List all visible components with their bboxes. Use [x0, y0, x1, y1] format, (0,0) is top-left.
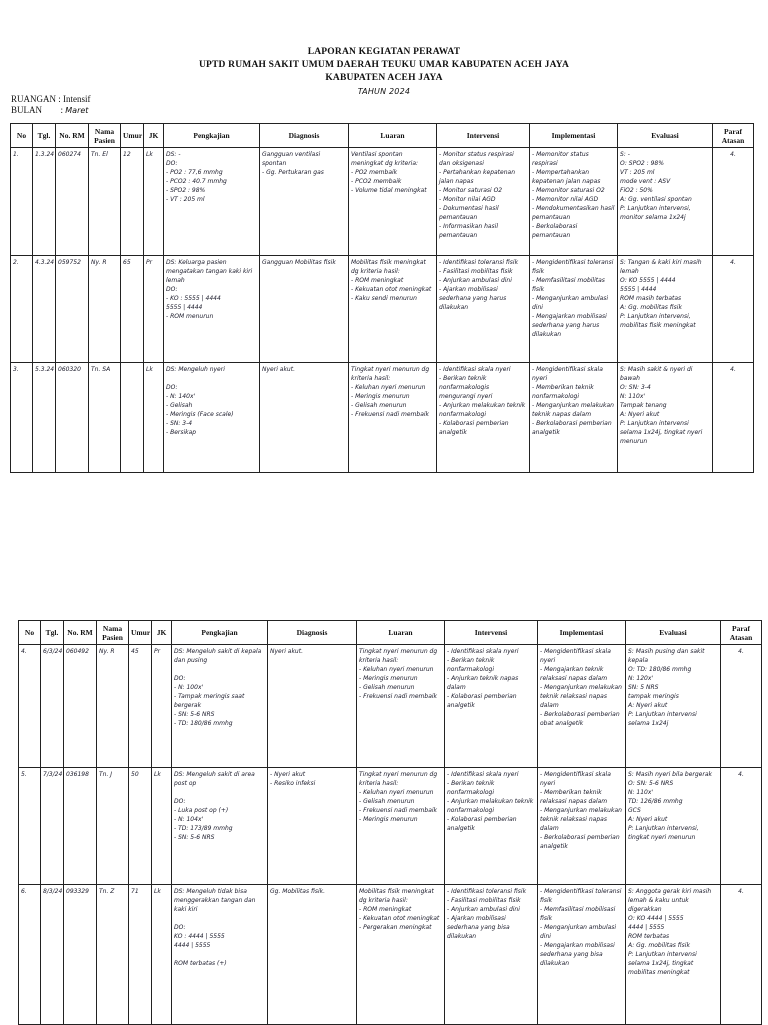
col-jk: JK — [152, 621, 172, 645]
bulan-value: Maret — [65, 106, 89, 115]
col-rm: No. RM — [64, 621, 97, 645]
cell-tgl: 4.3.24 — [33, 256, 56, 363]
cell-pengkajian: DS: Keluarga pasien mengatakan tangan kaki kiri lemah DO: - KO : 5555 | 4444 5555 | 4444 - ROM menurun — [164, 256, 260, 363]
cell-implementasi: - Memonitor status respirasi - Mempertahankan kepatenan jalan napas - Memonitor saturasi O2 - Memonitor nilai AGD - Mendokumentasikan hasil pemantauan - Berkolaborasi pemantauan — [530, 148, 618, 256]
regency-name: KABUPATEN ACEH JAYA — [325, 73, 443, 83]
cell-nama: Tn. El — [89, 148, 121, 256]
cell-luaran: Mobilitas fisik meningkat dg kriteria hasil: - ROM meningkat - Kekuatan otot meningkat - Pergerakan meningkat — [357, 885, 445, 1025]
col-tgl: Tgl. — [41, 621, 64, 645]
cell-jk: Lk — [144, 148, 164, 256]
report-year: TAHUN 2024 — [357, 87, 411, 96]
cell-evaluasi: S: Tangan & kaki kiri masih lemah O: KO 5555 | 4444 5555 | 4444 ROM masih terbatas A: Gg. mobilitas fisik P: Lanjutkan intervensi, mobilitas fisik meningkat — [618, 256, 713, 363]
bulan-separator: : — [60, 105, 64, 115]
cell-no: 5. — [19, 768, 41, 885]
cell-paraf: 4. — [721, 885, 762, 1025]
cell-no: 1. — [11, 148, 33, 256]
cell-umur: 50 — [129, 768, 152, 885]
cell-evaluasi: S: Masih pusing dan sakit kepala O: TD: 180/86 mmhg N: 120x' SN: 5 NRS tampak meringis A: Nyeri akut P: Lanjutkan intervensi selama 1x24j — [626, 645, 721, 768]
activity-table-1 — [10, 123, 754, 473]
col-implementasi: Implementasi — [538, 621, 626, 645]
cell-luaran: Mobilitas fisik meningkat dg kriteria hasil: - ROM meningkat - Kekuatan otot meningkat - Kaku sendi menurun — [349, 256, 437, 363]
table-row — [19, 645, 762, 768]
cell-implementasi: - Mengidentifikasi skala nyeri - Mengajarkan teknik relaksasi napas dalam - Menganjurkan melakukan teknik relaksasi napas dalam - Berkolaborasi pemberian obat analgetik — [538, 645, 626, 768]
cell-evaluasi: S: - O: SPO2 : 98% VT : 205 ml mode vent : ASV FiO2 : 50% A: Gg. ventilasi spontan P: Lanjutkan intervensi, monitor selama 1x24j — [618, 148, 713, 256]
cell-intervensi: - Monitor status respirasi dan oksigenasi - Pertahankan kepatenan jalan napas - Monitor saturasi O2 - Monitor nilai AGD - Dokumentasi hasil pemantauan - Informasikan hasil pemantauan — [437, 148, 530, 256]
cell-umur: 12 — [121, 148, 144, 256]
cell-paraf: 4. — [721, 645, 762, 768]
cell-nama: Tn. SA — [89, 363, 121, 473]
report-meta — [11, 94, 91, 116]
cell-luaran: Tingkat nyeri menurun dg kriteria hasil: - Keluhan nyeri menurun - Gelisah menurun - Frekuensi nadi membaik - Meringis menurun — [357, 768, 445, 885]
report-header — [0, 46, 768, 98]
cell-intervensi: - Identifikasi skala nyeri - Berikan teknik nonfarmakologi - Anjurkan melakukan teknik nonfarmakologi - Kolaborasi pemberian analgetik — [445, 768, 538, 885]
cell-diagnosis: Nyeri akut. — [268, 645, 357, 768]
bulan-label: BULAN — [11, 105, 42, 115]
cell-nama: Ny. R — [97, 645, 129, 768]
cell-pengkajian: DS: - DO: - PO2 : 77,6 mmhg - PCO2 : 40.7 mmhg - SPO2 : 98% - VT : 205 ml — [164, 148, 260, 256]
cell-diagnosis: Gangguan Mobilitas fisik — [260, 256, 349, 363]
col-diagnosis: Diagnosis — [268, 621, 357, 645]
cell-no: 4. — [19, 645, 41, 768]
cell-tgl: 5.3.24 — [33, 363, 56, 473]
cell-jk: Lk — [144, 363, 164, 473]
cell-jk: Pr — [152, 645, 172, 768]
bulan-line — [11, 105, 91, 116]
cell-tgl: 1.3.24 — [33, 148, 56, 256]
cell-paraf: 4. — [713, 256, 754, 363]
cell-jk: Pr — [144, 256, 164, 363]
cell-umur — [121, 363, 144, 473]
table-header-row — [19, 621, 762, 645]
table-header-row — [11, 124, 754, 148]
cell-no: 6. — [19, 885, 41, 1025]
cell-paraf: 4. — [713, 363, 754, 473]
cell-luaran: Tingkat nyeri menurun dg kriteria hasil: - Keluhan nyeri menurun - Meringis menurun - Gelisah menurun - Frekuensi nadi membaik — [349, 363, 437, 473]
cell-tgl: 7/3/24 — [41, 768, 64, 885]
table-row — [11, 363, 754, 473]
cell-no: 3. — [11, 363, 33, 473]
cell-rm: 036198 — [64, 768, 97, 885]
cell-rm: 060320 — [56, 363, 89, 473]
cell-pengkajian: DS: Mengeluh sakit di area post op DO: - Luka post op (+) - N: 104x' - TD: 173/89 mmhg - SN: 5-6 NRS — [172, 768, 268, 885]
report-title: LAPORAN KEGIATAN PERAWAT — [307, 47, 461, 57]
cell-umur: 45 — [129, 645, 152, 768]
cell-intervensi: - Identifikasi toleransi fisik - Fasilitasi mobilitas fisik - Anjurkan ambulasi dini - Ajarkan mobilisasi sederhana yang harus dilakukan — [437, 256, 530, 363]
cell-intervensi: - Identifikasi skala nyeri - Berikan teknik nonfarmakologis mengurangi nyeri - Anjurkan melakukan teknik nonfarmakologi - Kolaborasi pemberian analgetik — [437, 363, 530, 473]
col-umur: Umur — [129, 621, 152, 645]
ruangan-label: RUANGAN : Intensif — [11, 94, 91, 104]
cell-no: 2. — [11, 256, 33, 363]
col-jk: JK — [144, 124, 164, 148]
cell-rm: 093329 — [64, 885, 97, 1025]
cell-tgl: 8/3/24 — [41, 885, 64, 1025]
cell-diagnosis: - Nyeri akut - Resiko infeksi — [268, 768, 357, 885]
cell-rm: 059752 — [56, 256, 89, 363]
cell-intervensi: - Identifikasi toleransi fisik - Fasilitasi mobilitas fisik - Anjurkan ambulasi dini - Ajarkan mobilisasi sederhana yang bisa dilakukan — [445, 885, 538, 1025]
col-pengkajian: Pengkajian — [164, 124, 260, 148]
col-no: No — [11, 124, 33, 148]
cell-nama: Ny. R — [89, 256, 121, 363]
cell-umur: 65 — [121, 256, 144, 363]
cell-evaluasi: S: Masih sakit & nyeri di bawah O: SN: 3-4 N: 110x' Tampak tenang A: Nyeri akut P: Lanjutkan intervensi selama 1x24j, tingkat nyeri menurun — [618, 363, 713, 473]
col-tgl: Tgl. — [33, 124, 56, 148]
cell-paraf: 4. — [713, 148, 754, 256]
cell-implementasi: - Mengidentifikasi toleransi fisik - Memfasilitasi mobilisasi fisik - Menganjurkan ambulasi dini - Mengajarkan mobilisasi sederhana yang bisa dilakukan — [538, 885, 626, 1025]
col-diagnosis: Diagnosis — [260, 124, 349, 148]
table-row — [19, 885, 762, 1025]
col-intervensi: Intervensi — [437, 124, 530, 148]
cell-pengkajian: DS: Mengeluh nyeri DO: - N: 140x' - Gelisah - Meringis (Face scale) - SN: 3-4 - Bersikap — [164, 363, 260, 473]
cell-evaluasi: S: Masih nyeri bila bergerak O: SN: 5-6 NRS N: 110x' TD: 126/86 mmhg GCS A: Nyeri akut P: Lanjutkan intervensi, tingkat nyeri menurun — [626, 768, 721, 885]
cell-tgl: 6/3/24 — [41, 645, 64, 768]
col-evaluasi: Evaluasi — [626, 621, 721, 645]
cell-jk: Lk — [152, 885, 172, 1025]
cell-nama: Tn. J — [97, 768, 129, 885]
cell-pengkajian: DS: Mengeluh sakit di kepala dan pusing DO: - N: 100x' - Tampak meringis saat bergerak - SN: 5-6 NRS - TD: 180/86 mmhg — [172, 645, 268, 768]
cell-umur: 71 — [129, 885, 152, 1025]
col-nama: Nama Pasien — [89, 124, 121, 148]
col-luaran: Luaran — [357, 621, 445, 645]
table-row — [19, 768, 762, 885]
cell-luaran: Ventilasi spontan meningkat dg kriteria: - PO2 membaik - PCO2 membaik - Volume tidal meningkat — [349, 148, 437, 256]
cell-implementasi: - Mengidentifikasi toleransi fisik - Memfasilitasi mobilitas fisik - Menganjurkan ambulasi dini - Mengajarkan mobilisasi sederhana yang harus dilakukan — [530, 256, 618, 363]
cell-intervensi: - Identifikasi skala nyeri - Berikan teknik nonfarmakologi - Anjurkan teknik napas dalam - Kolaborasi pemberian analgetik — [445, 645, 538, 768]
col-paraf: Paraf Atasan — [721, 621, 762, 645]
col-implementasi: Implementasi — [530, 124, 618, 148]
cell-implementasi: - Mengidentifikasi skala nyeri - Memberikan teknik relaksasi napas dalam - Menganjurkan melakukan teknik relaksasi napas dalam - Berkolaborasi pemberian analgetik — [538, 768, 626, 885]
cell-pengkajian: DS: Mengeluh tidak bisa menggerakkan tangan dan kaki kiri DO: KO : 4444 | 5555 4444 | 5555 ROM terbatas (+) — [172, 885, 268, 1025]
cell-evaluasi: S: Anggota gerak kiri masih lemah & kaku untuk digerakkan O: KO 4444 | 5555 4444 | 5555 ROM terbatas A: Gg. mobilitas fisik P: Lanjutkan intervensi selama 1x24j, tingkat mobilitas meningkat — [626, 885, 721, 1025]
cell-rm: 060274 — [56, 148, 89, 256]
cell-jk: Lk — [152, 768, 172, 885]
col-nama: Nama Pasien — [97, 621, 129, 645]
hospital-name: UPTD RUMAH SAKIT UMUM DAERAH TEUKU UMAR KABUPATEN ACEH JAYA — [198, 60, 570, 70]
col-evaluasi: Evaluasi — [618, 124, 713, 148]
cell-rm: 060492 — [64, 645, 97, 768]
col-intervensi: Intervensi — [445, 621, 538, 645]
cell-nama: Tn. Z — [97, 885, 129, 1025]
col-umur: Umur — [121, 124, 144, 148]
col-paraf: Paraf Atasan — [713, 124, 754, 148]
cell-luaran: Tingkat nyeri menurun dg kriteria hasil: - Keluhan nyeri menurun - Meringis menurun - Gelisah menurun - Frekuensi nadi membaik — [357, 645, 445, 768]
cell-diagnosis: Nyeri akut. — [260, 363, 349, 473]
col-no: No — [19, 621, 41, 645]
cell-diagnosis: Gangguan ventilasi spontan - Gg. Pertukaran gas — [260, 148, 349, 256]
activity-table-2 — [18, 620, 762, 1025]
cell-implementasi: - Mengidentifikasi skala nyeri - Memberikan teknik nonfarmakologi - Menganjurkan melakukan teknik napas dalam - Berkolaborasi pemberian analgetik — [530, 363, 618, 473]
col-pengkajian: Pengkajian — [172, 621, 268, 645]
table-row — [11, 256, 754, 363]
col-rm: No. RM — [56, 124, 89, 148]
table-row — [11, 148, 754, 256]
cell-paraf: 4. — [721, 768, 762, 885]
cell-diagnosis: Gg. Mobilitas fisik. — [268, 885, 357, 1025]
col-luaran: Luaran — [349, 124, 437, 148]
